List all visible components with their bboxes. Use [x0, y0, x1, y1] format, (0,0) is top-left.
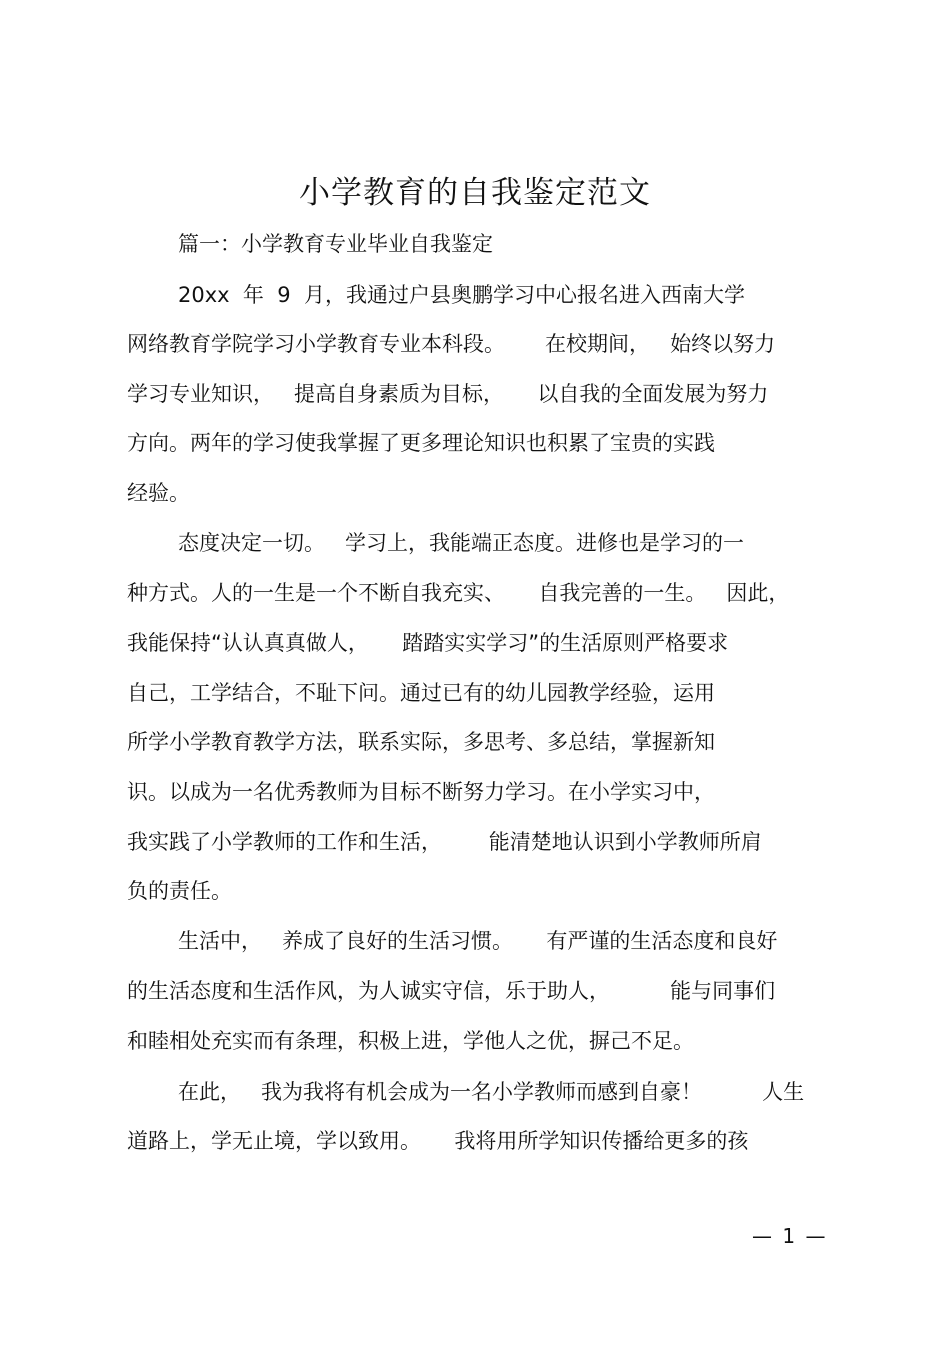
text-line: 经验。	[127, 481, 190, 505]
document-title: 小学教育的自我鉴定范文	[299, 175, 651, 211]
text-line: 自己，工学结合，不耻下问。通过已有的幼儿园教学经验，运用	[127, 681, 715, 705]
text-line: 网络教育学院学习小学教育专业本科段。 在校期间， 始终以努力	[127, 332, 776, 356]
text-line: 方向。两年的学习使我掌握了更多理论知识也积累了宝贵的实践	[127, 431, 715, 455]
text-line: 道路上，学无止境，学以致用。 我将用所学知识传播给更多的孩	[127, 1129, 749, 1153]
text-line: 我能保持“认认真真做人， 踏踏实实学习”的生活原则严格要求	[127, 631, 729, 655]
text-line: 所学小学教育教学方法，联系实际，多思考、多总结，掌握新知	[127, 730, 715, 754]
text-line: 学习专业知识， 提高自身素质为目标， 以自我的全面发展为努力	[127, 382, 769, 406]
text-line: 态度决定一切。 学习上，我能端正态度。进修也是学习的一	[178, 531, 745, 555]
text-line: 和睦相处充实而有条理，积极上进，学他人之优，摒己不足。	[127, 1029, 694, 1053]
text-line: 识。以成为一名优秀教师为目标不断努力学习。在小学实习中，	[127, 780, 715, 804]
text-line: 在此， 我为我将有机会成为一名小学教师而感到自豪！ 人生	[178, 1080, 805, 1104]
text-line: 的生活态度和生活作风，为人诚实守信，乐于助人， 能与同事们	[127, 979, 776, 1003]
page-number: — 1 —	[752, 1224, 828, 1248]
text-line: 20xx 年 9 月，我通过户县奥鹏学习中心报名进入西南大学	[178, 283, 745, 307]
text-line: 我实践了小学教师的工作和生活， 能清楚地认识到小学教师所肩	[127, 830, 762, 854]
text-line: 负的责任。	[127, 879, 232, 903]
text-line: 种方式。人的一生是一个不断自我充实、 自我完善的一生。 因此，	[127, 581, 790, 605]
subtitle-line: 篇一：小学教育专业毕业自我鉴定	[178, 232, 493, 256]
text-line: 生活中， 养成了良好的生活习惯。 有严谨的生活态度和良好	[178, 929, 778, 953]
